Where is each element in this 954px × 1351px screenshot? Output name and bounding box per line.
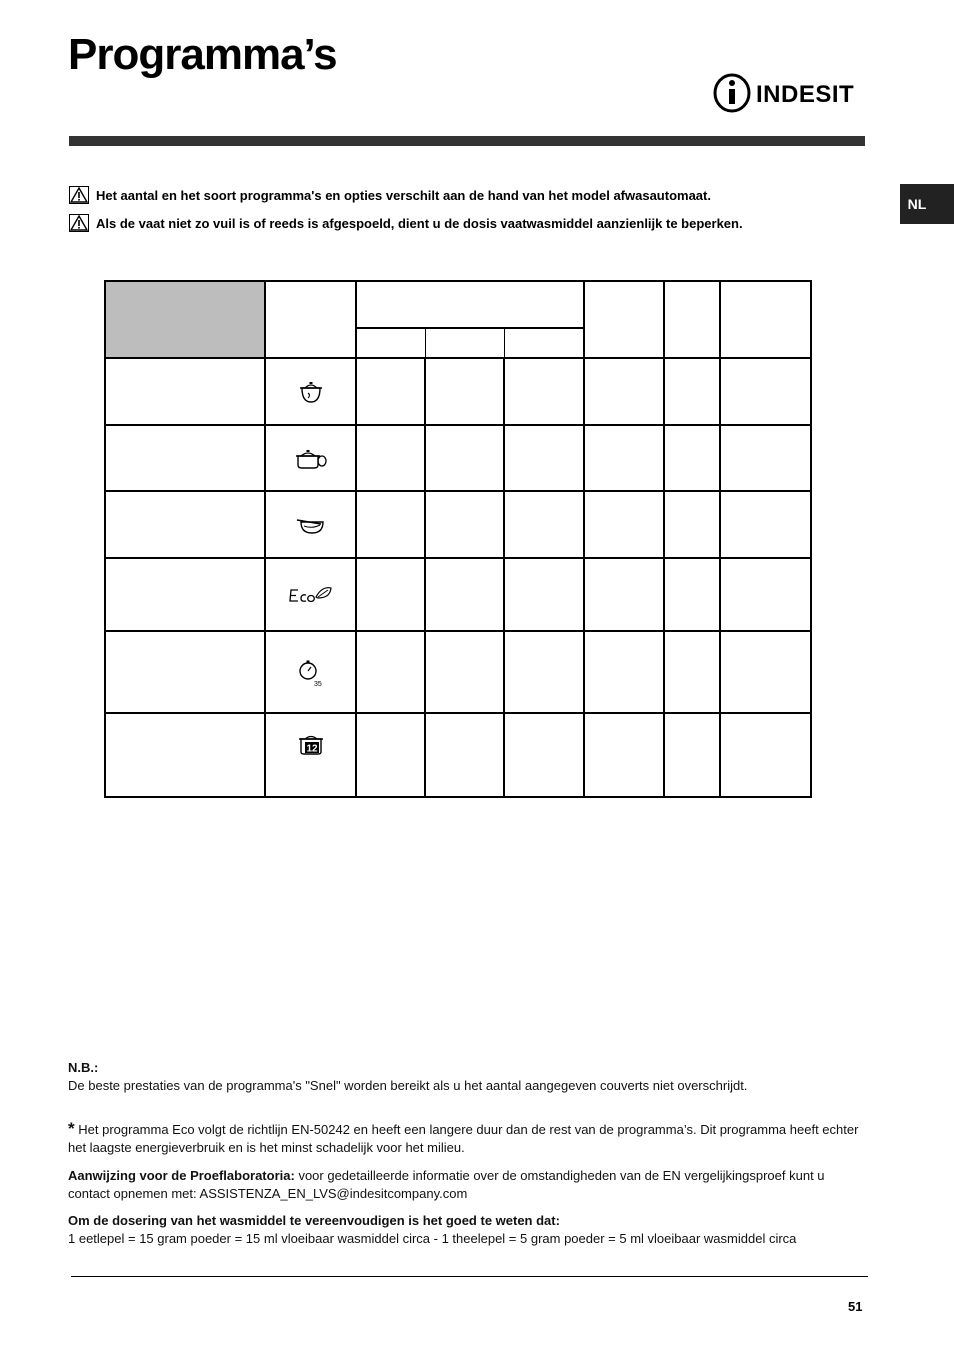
data-cell [504,491,584,558]
warning-triangle-icon [69,214,89,232]
page-number: 51 [848,1299,863,1314]
table-row [105,631,811,713]
data-cell [584,713,664,797]
program-table [104,280,812,798]
pot-normal-icon [294,445,328,471]
data-cell [425,713,504,797]
dose-note-heading: Om de dosering van het wasmiddel te vereenvoudigen is het goed te weten dat: [68,1213,560,1228]
data-cell [664,713,720,797]
data-cell [356,558,425,631]
data-cell [504,631,584,713]
data-cell [425,558,504,631]
data-cell [356,358,425,425]
dose-note [68,1212,868,1248]
table-row [105,491,811,558]
warning-note-1 [69,186,711,204]
program-symbol-cell [265,558,356,631]
eco-note [68,1120,868,1157]
warning-note-2 [69,214,743,232]
header-cell-duration [584,281,664,358]
program-name-cell [105,713,265,797]
program-symbol-cell [265,631,356,713]
data-cell [720,558,811,631]
header-rule [69,136,865,146]
svg-text:12: 12 [305,743,318,755]
bowl-light-icon [295,514,327,536]
data-cell [720,491,811,558]
data-cell [584,558,664,631]
nb-text: De beste prestaties van de programma's "Snel" worden bereikt als u het aantal aangegeven couverts niet overschrijdt. [68,1078,748,1093]
indesit-logo [712,72,864,114]
data-cell [504,358,584,425]
data-cell [584,358,664,425]
data-cell [664,491,720,558]
data-cell [584,425,664,491]
language-tab: NL [900,184,954,224]
data-cell [504,425,584,491]
data-cell [356,425,425,491]
eco-note-text: Het programma Eco volgt de richtlijn EN-50242 en heeft een langere duur dan de rest van de programma’s. Dit programma heeft echter het laagste energieverbruik en is het minst schadelijk voor het milieu. [68,1122,859,1155]
data-cell [425,358,504,425]
nb-heading: N.B.: [68,1060,99,1075]
data-cell [425,631,504,713]
program-symbol-cell [265,491,356,558]
data-cell [664,358,720,425]
data-cell [356,631,425,713]
data-cell [720,631,811,713]
lab-note-heading: Aanwijzing voor de Proeflaboratoria: [68,1168,295,1183]
subheader-cell [504,328,584,358]
warning-text: Als de vaat niet zo vuil is of reeds is afgespoeld, dient u de dosis vaatwasmiddel aanzienlijk te beperken. [96,215,743,231]
eco-leaf-icon [289,584,333,606]
timer-35-icon [296,656,326,688]
nb-note [68,1059,868,1095]
svg-text:35: 35 [313,681,322,688]
data-cell [720,425,811,491]
header-cell-energy [664,281,720,358]
program-name-cell [105,425,265,491]
subheader-cell [425,328,504,358]
half-load-12-icon [298,732,324,756]
header-cell-water [720,281,811,358]
data-cell [504,558,584,631]
table-row [105,425,811,491]
page-title: Programma’s [68,30,337,79]
program-name-cell [105,631,265,713]
asterisk-marker: * [68,1119,75,1138]
table-row [105,713,811,797]
warning-text: Het aantal en het soort programma's en opties verschilt aan de hand van het model afwasautomaat. [96,187,711,203]
header-cell-symbol [265,281,356,358]
data-cell [425,425,504,491]
table-row [105,558,811,631]
program-symbol-cell [265,358,356,425]
program-symbol-cell [265,425,356,491]
program-name-cell [105,358,265,425]
program-name-cell [105,491,265,558]
table-header-row [105,281,811,328]
data-cell [584,631,664,713]
header-cell-detergent [356,281,584,328]
program-symbol-cell [265,713,356,797]
data-cell [664,425,720,491]
lab-note-text: voor gedetailleerde informatie over de omstandigheden van de EN vergelijkingsproef kunt u contact opnemen met: ASSISTENZA_EN_LVS@indesitcompany.com [68,1168,825,1201]
warning-triangle-icon [69,186,89,204]
table-row [105,358,811,425]
lab-note [68,1167,868,1203]
data-cell [425,491,504,558]
data-cell [720,358,811,425]
subheader-cell [356,328,425,358]
data-cell [720,713,811,797]
header-cell-program [105,281,265,358]
pot-intensive-icon [297,379,325,405]
data-cell [356,491,425,558]
dose-note-text: 1 eetlepel = 15 gram poeder = 15 ml vloeibaar wasmiddel circa - 1 theelepel = 5 gram poeder = 5 ml vloeibaar wasmiddel circa [68,1231,797,1246]
data-cell [356,713,425,797]
svg-text:INDESIT: INDESIT [756,81,855,108]
data-cell [504,713,584,797]
program-name-cell [105,558,265,631]
data-cell [584,491,664,558]
footer-rule [71,1276,868,1277]
data-cell [664,558,720,631]
data-cell [664,631,720,713]
